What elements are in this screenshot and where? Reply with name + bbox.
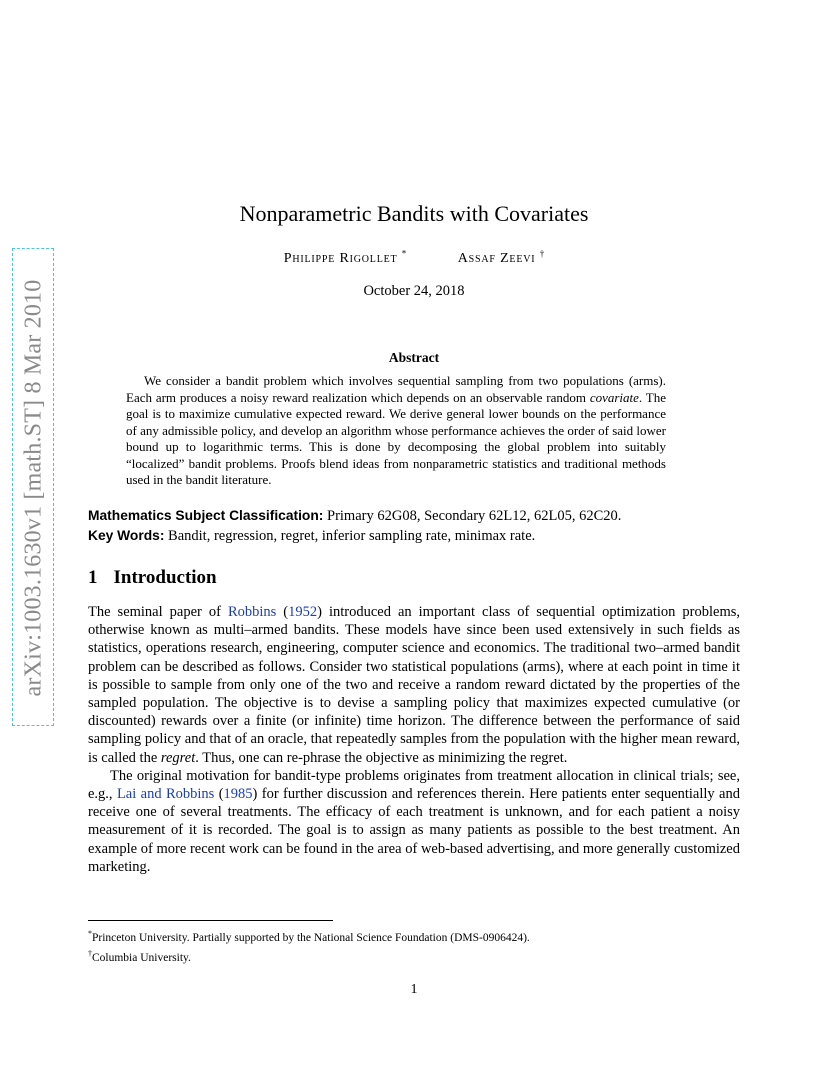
author-footnote-mark[interactable]: * <box>401 248 407 258</box>
author-list <box>0 248 828 267</box>
page-number: 1 <box>410 982 418 997</box>
msc-line <box>88 506 740 526</box>
paragraph: The original motivation for bandit-type problems originates from treatment allocation in clinical trials; see, e.g., Lai and Robbins (1985) for further discussion and references therein. Here patients enter sequentially and receive one of several treatments. The efficacy of each treatment is unknown, and for each patient a noisy measurement of it is recorded. The goal is to assign as many patients as possible to the best treatment. An example of more recent work can be found in the area of web-based advertising, and more generally customized marketing. <box>88 767 740 875</box>
msc-label: Mathematics Subject Classification: <box>88 508 324 523</box>
paper-title: Nonparametric Bandits with Covariates <box>239 201 589 226</box>
author-zeevi: Assaf Zeevi † <box>457 248 545 266</box>
keywords-line <box>88 526 740 546</box>
footnote-rule <box>88 920 333 921</box>
keywords-value: Bandit, regression, regret, inferior sampling rate, minimax rate. <box>164 528 536 544</box>
body-text <box>88 603 740 876</box>
arxiv-stamp-box <box>12 248 54 726</box>
footnote: †Columbia University. <box>88 948 191 964</box>
keywords-label: Key Words: <box>88 528 165 543</box>
author-rigollet: Philippe Rigollet * <box>283 248 407 266</box>
paragraph: The seminal paper of Robbins (1952) introduced an important class of sequential optimization problems, otherwise known as multi–armed bandits. These models have since been used extensively in such fields as statistics, operations research, engineering, computer science and economics. The traditional two–armed bandit problem can be described as follows. Consider two statistical populations (arms), where at each point in time it is possible to sample from only one of the two and receive a random reward dictated by the properties of the sampled population. The objective is to devise a sampling policy that maximizes expected cumulative (or discounted) rewards over a finite (or infinite) time horizon. The difference between the performance of said sampling policy and that of an oracle, that repeatedly samples from the population with the higher mean reward, is called the regret. Thus, one can re-phrase the objective as minimizing the regret. <box>88 604 740 766</box>
classification-block <box>88 506 740 546</box>
abstract-heading: Abstract <box>388 350 440 365</box>
citation-year-link[interactable]: 1985 <box>223 786 253 803</box>
arxiv-stamp[interactable]: arXiv:1003.1630v1 [math.ST] 8 Mar 2010 <box>20 279 47 697</box>
italic-term: regret <box>160 749 196 766</box>
footnote: *Princeton University. Partially supported by the National Science Foundation (DMS-0906424). <box>88 929 530 944</box>
footnotes <box>88 926 740 966</box>
section-number: 1 <box>88 567 98 588</box>
section-title: Introduction <box>113 567 217 588</box>
abstract-italic-term: covariate <box>589 389 639 405</box>
msc-value: Primary 62G08, Secondary 62L12, 62L05, 62C20. <box>323 508 622 524</box>
citation-year-link[interactable]: 1952 <box>288 604 318 620</box>
citation-link[interactable]: Robbins <box>227 604 277 620</box>
section-heading <box>88 567 217 589</box>
abstract-text: We consider a bandit problem which involves sequential sampling from two populations (arms). Each arm produces a noisy reward realization which depends on an observable random covariate. The goal is to maximize cumulative expected reward. We derive general lower bounds on the performance of any admissible policy, and develop an algorithm whose performance achieves the order of said lower bound up to logarithmic terms. This is done by decomposing the global problem into suitably “localized” bandit problems. Proofs blend ideas from nonparametric statistics and traditional methods used in the bandit literature. <box>126 373 666 487</box>
author-footnote-mark[interactable]: † <box>539 248 545 258</box>
paper-date: October 24, 2018 <box>363 283 465 299</box>
citation-link[interactable]: Lai and Robbins <box>116 786 215 803</box>
